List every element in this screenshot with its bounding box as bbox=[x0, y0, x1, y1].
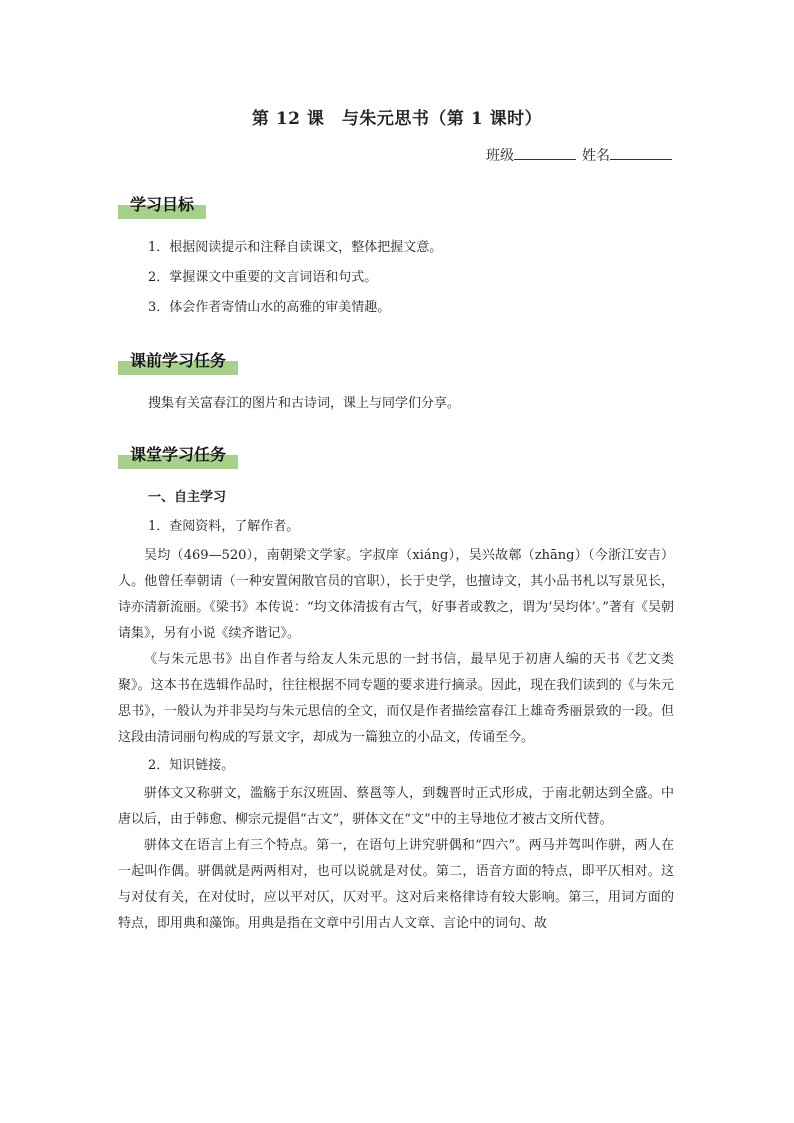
goals-list bbox=[118, 233, 674, 323]
section-heading-pre-task: 课前学习任务 bbox=[118, 347, 238, 375]
author-intro-paragraph: 吴均（469—520），南朝梁文学家。字叔庠（xiáng），吴兴故鄣（zhāng）（今浙江安吉）人。他曾任奉朝请（一种安置闲散官员的官职），长于史学，也擅诗文，其小品书札以写景见长，诗亦清新流丽。《梁书》本传说：“均文体清拔有古气，好事者或教之，谓为‘吴均体’。”著有《吴朝请集》，另有小说《续齐谐记》。 bbox=[118, 548, 674, 641]
class-label: 班级 bbox=[486, 148, 514, 164]
class-name-line bbox=[486, 145, 672, 165]
goal-item: 2．掌握课文中重要的文言词语和句式。 bbox=[148, 270, 378, 285]
page-title: 第 12 课 与朱元思书（第 1 课时） bbox=[251, 109, 543, 129]
name-label: 姓名 bbox=[582, 148, 610, 164]
name-blank[interactable] bbox=[610, 147, 672, 160]
subheading-self-study: 一、自主学习 bbox=[148, 490, 227, 505]
pianwen-paragraph: 骈体文又称骈文，滥觞于东汉班固、蔡邕等人，到魏晋时正式形成，于南北朝达到全盛。中唐以后，由于韩愈、柳宗元提倡“古文”，骈体文在“文”中的主导地位才被古文所代替。 bbox=[118, 786, 674, 827]
section-heading-class-task: 课堂学习任务 bbox=[118, 441, 238, 469]
goal-item: 1．根据阅读提示和注释自读课文，整体把握文意。 bbox=[148, 240, 443, 255]
section-heading-goals: 学习目标 bbox=[118, 191, 206, 219]
step-1: 1．查阅资料，了解作者。 bbox=[148, 519, 300, 534]
source-paragraph: 《与朱元思书》出自作者与给友人朱元思的一封书信，最早见于初唐人编的天书《艺文类聚》。这本书在选辑作品时，往往根据不同专题的要求进行摘录。因此，现在我们读到的《与朱元思书》，一般认为并非吴均与朱元思信的全文，而仅是作者描绘富春江上雄奇秀丽景致的一段。但这段由清词丽句构成的写景文字，却成为一篇独立的小品文，传诵至今。 bbox=[118, 652, 674, 745]
pre-task-block bbox=[118, 391, 674, 417]
class-blank[interactable] bbox=[514, 147, 576, 160]
step-2: 2．知识链接。 bbox=[148, 758, 235, 773]
goal-item: 3．体会作者寄情山水的高雅的审美情趣。 bbox=[148, 300, 391, 315]
pre-task-text: 搜集有关富春江的图片和古诗词，课上与同学们分享。 bbox=[148, 396, 461, 411]
class-task-block bbox=[118, 484, 674, 937]
pianwen-features-paragraph: 骈体文在语言上有三个特点。第一，在语句上讲究骈偶和“四六”。两马并驾叫作骈，两人在一起叫作偶。骈偶就是两两相对，也可以说就是对仗。第二，语音方面的特点，即平仄相对。这与对仗有关，在对仗时，应以平对仄，仄对平。这对后来格律诗有较大影响。第三，用词方面的特点，即用典和藻饰。用典是指在文章中引用古人文章、言论中的词句、故 bbox=[118, 838, 674, 931]
